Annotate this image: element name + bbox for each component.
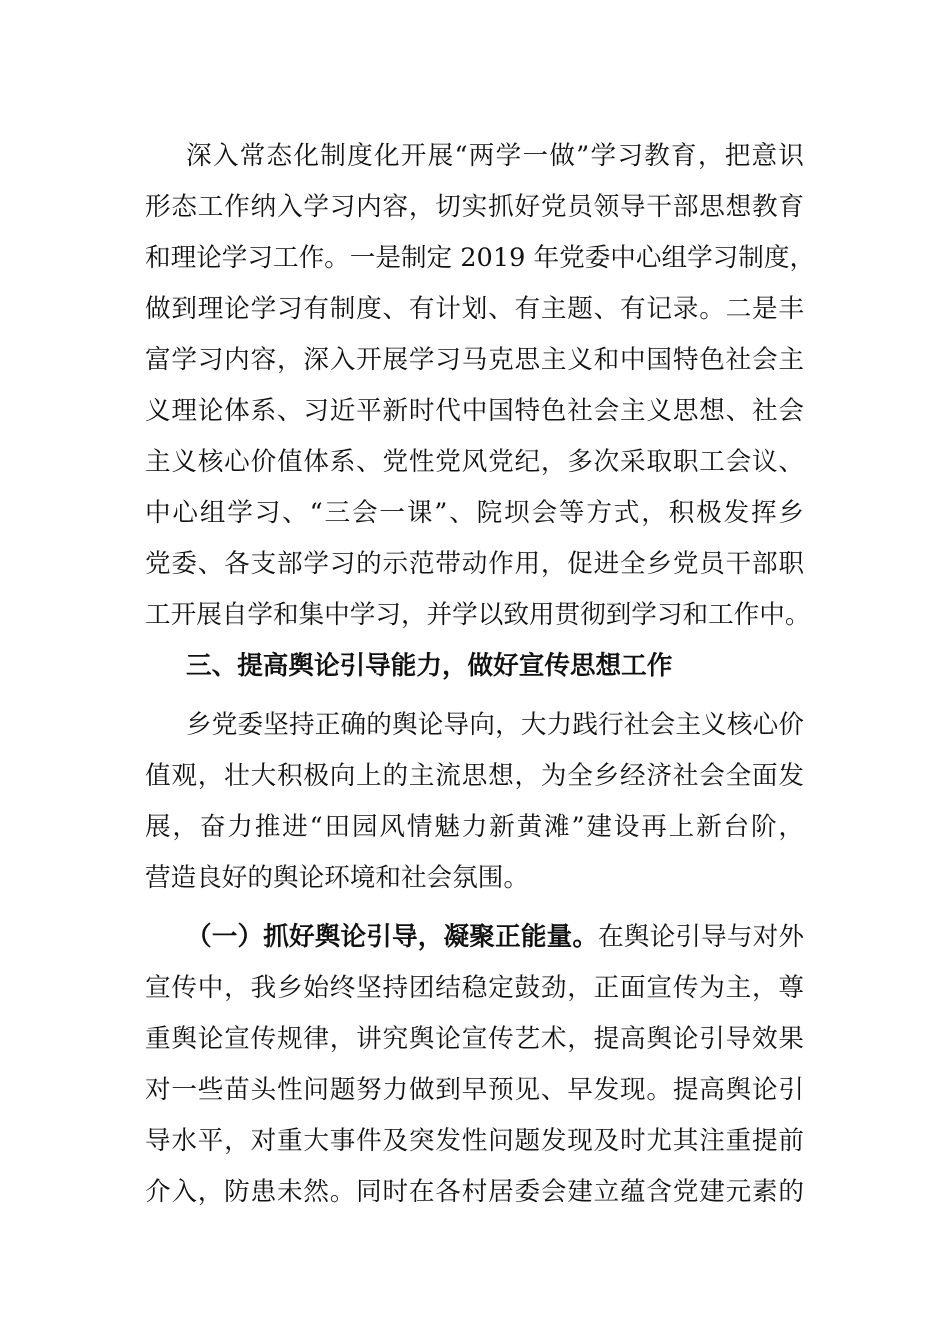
paragraph1-line-10: 工开展自学和集中学习，并学以致用贯彻到学习和工作中。 xyxy=(145,600,811,630)
paragraph3-line-4: 对一些苗头性问题努力做到早预见、早发现。提高舆论引 xyxy=(145,1075,804,1105)
paragraph2-line-3: 展，奋力推进“田园风情魅力新黄滩”建设再上新台阶， xyxy=(145,812,804,842)
paragraph3-line-5: 导水平，对重大事件及突发性问题发现及时尤其注重提前 xyxy=(145,1126,804,1156)
paragraph2-line-4: 营造良好的舆论环境和社会氛围。 xyxy=(145,863,529,893)
paragraph1-line-2: 形态工作纳入学习内容，切实抓好党员领导干部思想教育 xyxy=(145,192,804,222)
paragraph1-line-1: 深入常态化制度化开展“两学一做”学习教育，把意识 xyxy=(186,141,804,171)
paragraph1-line-9: 党委、各支部学习的示范带动作用，促进全乡党员干部职 xyxy=(145,549,804,579)
section-heading: 三、提高舆论引导能力，做好宣传思想工作 xyxy=(186,651,673,681)
paragraph2-line-1: 乡党委坚持正确的舆论导向，大力践行社会主义核心价 xyxy=(186,710,804,740)
paragraph3-line-3: 重舆论宣传规律，讲究舆论宣传艺术，提高舆论引导效果 xyxy=(145,1024,804,1054)
paragraph3-line-1-rest: 在舆论引导与对外 xyxy=(598,922,804,952)
paragraph3-line-2: 宣传中，我乡始终坚持团结稳定鼓劲，正面宣传为主，尊 xyxy=(145,973,804,1003)
paragraph1-line-4: 做到理论学习有制度、有计划、有主题、有记录。二是丰 xyxy=(145,294,804,324)
paragraph1-line-3: 和理论学习工作。一是制定 2019 年党委中心组学习制度， xyxy=(145,243,816,273)
paragraph1-line-8: 中心组学习、“三会一课”、院坝会等方式，积极发挥乡 xyxy=(145,498,804,528)
paragraph2-line-2: 值观，壮大积极向上的主流思想，为全乡经济社会全面发 xyxy=(145,761,804,791)
paragraph1-line-7: 主义核心价值体系、党性党风党纪，多次采取职工会议、 xyxy=(145,447,804,477)
paragraph1-line-5: 富学习内容，深入开展学习马克思主义和中国特色社会主 xyxy=(145,345,804,375)
paragraph1-line-6: 义理论体系、习近平新时代中国特色社会主义思想、社会 xyxy=(145,396,804,426)
paragraph3-bold-lead: （一）抓好舆论引导，凝聚正能量。 xyxy=(186,922,599,952)
paragraph3-line-1 xyxy=(186,920,804,954)
paragraph3-line-6: 介入，防患未然。同时在各村居委会建立蕴含党建元素的 xyxy=(145,1177,804,1207)
